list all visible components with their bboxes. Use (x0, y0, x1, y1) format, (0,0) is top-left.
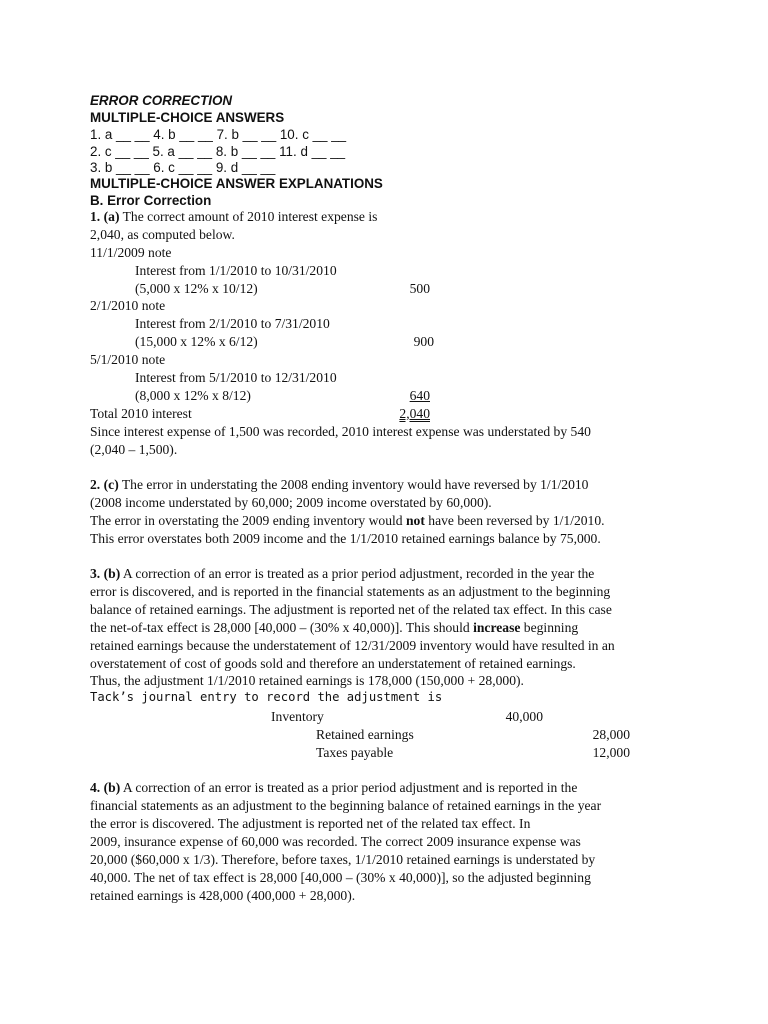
q1-conclusion-2: (2,040 – 1,500). (90, 442, 178, 457)
section-heading: B. Error Correction (90, 193, 212, 208)
q1-total-label: Total 2010 interest (90, 406, 192, 421)
q1-calc-1: (5,000 x 12% x 10/12) (135, 281, 258, 296)
q1-amount-3: 640 (409, 388, 430, 403)
q1-note-1: 11/1/2009 note (90, 245, 172, 260)
q2-line-2: (2008 income understated by 60,000; 2009 income overstated by 60,000). (90, 495, 492, 510)
q3-line-7: Thus, the adjustment 1/1/2010 retained earnings is 178,000 (150,000 + 28,000). (90, 673, 524, 688)
q2-line-3: The error in overstating the 2009 ending inventory would not have been reversed by 1/1/2010. (90, 513, 605, 528)
q1-amount-1: 500 (409, 281, 430, 296)
je-debit-1: 40,000 (505, 709, 543, 724)
q1-interest-2: Interest from 2/1/2010 to 7/31/2010 (135, 316, 330, 331)
q1-interest-3: Interest from 5/1/2010 to 12/31/2010 (135, 370, 337, 385)
q1-total-amount: 2,040 (399, 406, 430, 421)
q3-line-8: Tack’s journal entry to record the adjustment is (90, 690, 443, 704)
q1-note-2: 2/1/2010 note (90, 298, 166, 313)
q1-calc-2: (15,000 x 12% x 6/12) (135, 334, 258, 349)
q4-line-6: 40,000. The net of tax effect is 28,000 [40,000 – (30% x 40,000)], so the adjusted beginning (90, 870, 591, 885)
q1-line-2: 2,040, as computed below. (90, 227, 235, 242)
q3-line-6: overstatement of cost of goods sold and therefore an understatement of retained earnings. (90, 656, 576, 671)
q4-line-4: 2009, insurance expense of 60,000 was recorded. The correct 2009 insurance expense was (90, 834, 581, 849)
q1-answer: a (108, 209, 115, 224)
q1-number: 1. (90, 209, 101, 224)
q4-number: 4. (90, 780, 101, 795)
answer-row-2: 2. c __ __ 5. a __ __ 8. b __ __ 11. d __ __ (90, 144, 346, 159)
q4-line-5: 20,000 ($60,000 x 1/3). Therefore, before taxes, 1/1/2010 retained earnings is understated by (90, 852, 596, 867)
je-account-3: Taxes payable (316, 745, 394, 760)
explanations-heading: MULTIPLE-CHOICE ANSWER EXPLANATIONS (90, 176, 383, 191)
q3-line-2: error is discovered, and is reported in the financial statements as an adjustment to the beginning (90, 584, 611, 599)
je-credit-3: 12,000 (592, 745, 630, 760)
q4-line-2: financial statements as an adjustment to the beginning balance of retained earnings in the year (90, 798, 602, 813)
q3-line-3: balance of retained earnings. The adjustment is reported net of the related tax effect. In this case (90, 602, 612, 617)
mc-answers-heading: MULTIPLE-CHOICE ANSWERS (90, 110, 285, 125)
q3-line-5: retained earnings because the understatement of 12/31/2009 inventory would have resulted in an (90, 638, 615, 653)
q3-answer: b (108, 566, 116, 581)
q2-line-1: 2. (c) The error in understating the 2008 ending inventory would have reversed by 1/1/2010 (90, 477, 589, 492)
q4-line-7: retained earnings is 428,000 (400,000 + 28,000). (90, 888, 356, 903)
q1-amount-2: 900 (413, 334, 434, 349)
je-account-1: Inventory (271, 709, 324, 724)
q3-number: 3. (90, 566, 101, 581)
q1-interest-1: Interest from 1/1/2010 to 10/31/2010 (135, 263, 337, 278)
q1-note-3: 5/1/2010 note (90, 352, 166, 367)
document-title: ERROR CORRECTION (90, 93, 233, 108)
q4-line-3: the error is discovered. The adjustment is reported net of the related tax effect. In (90, 816, 531, 831)
q4-answer: b (108, 780, 116, 795)
q3-line-1: 3. (b) A correction of an error is treated as a prior period adjustment, recorded in the year the (90, 566, 595, 581)
q1-conclusion-1: Since interest expense of 1,500 was recorded, 2010 interest expense was understated by 540 (90, 424, 591, 439)
q3-line-4: the net-of-tax effect is 28,000 [40,000 – (30% x 40,000)]. This should increase beginning (90, 620, 579, 635)
je-account-2: Retained earnings (316, 727, 414, 742)
q2-answer: c (108, 477, 115, 492)
q2-number: 2. (90, 477, 101, 492)
answer-row-3: 3. b __ __ 6. c __ __ 9. d __ __ (90, 160, 276, 175)
answer-row-1: 1. a __ __ 4. b __ __ 7. b __ __ 10. c __ __ (90, 127, 347, 142)
q2-line-4: This error overstates both 2009 income and the 1/1/2010 retained earnings balance by 75,000. (90, 531, 601, 546)
q1-line-1: 1. (a) The correct amount of 2010 interest expense is (90, 209, 378, 224)
je-credit-2: 28,000 (592, 727, 630, 742)
q1-calc-3: (8,000 x 12% x 8/12) (135, 388, 251, 403)
q4-line-1: 4. (b) A correction of an error is treated as a prior period adjustment and is reported in the (90, 780, 578, 795)
